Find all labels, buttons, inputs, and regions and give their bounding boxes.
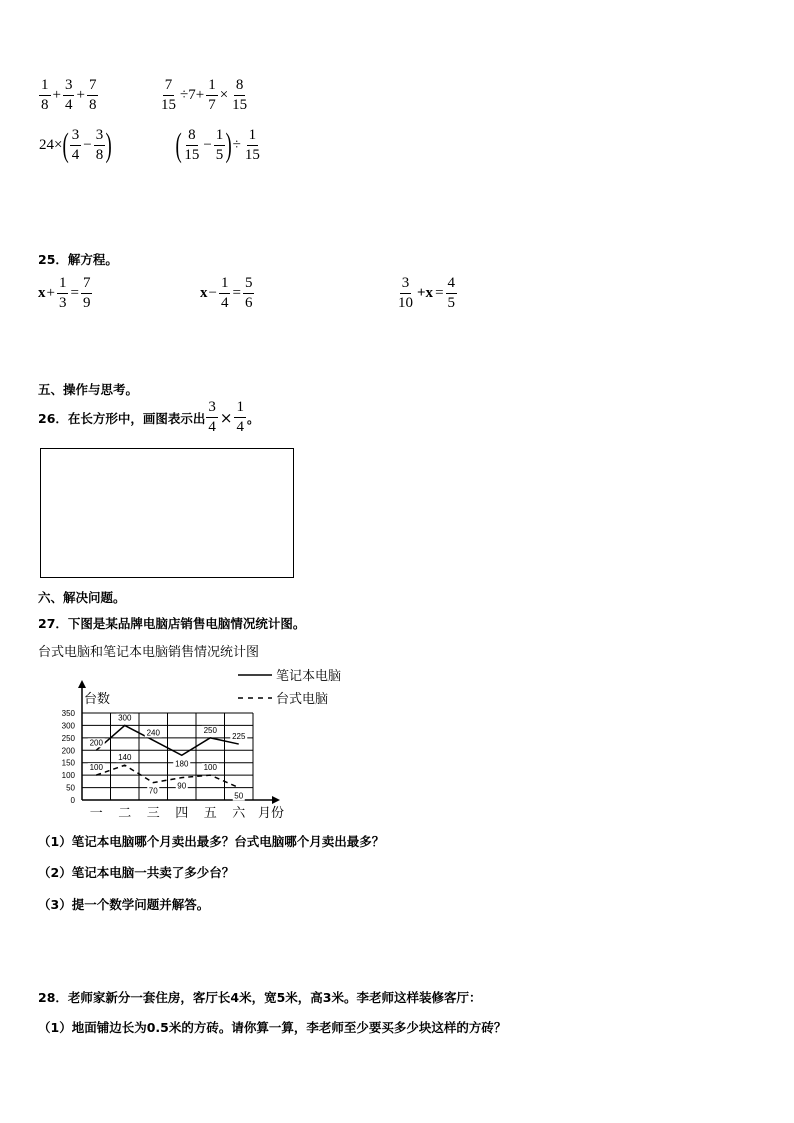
numerator: 3: [63, 78, 75, 96]
denominator: 15: [184, 147, 200, 163]
y-tick-label: 0: [70, 796, 75, 805]
fraction: [219, 276, 231, 311]
denominator: 10: [398, 295, 413, 311]
numerator: 1: [234, 400, 246, 418]
variable: x: [200, 285, 208, 301]
question-27-sub-2: （2）笔记本电脑一共卖了多少台？: [38, 865, 235, 880]
numerator: 5: [243, 276, 255, 294]
fraction: [243, 276, 255, 311]
sales-line-chart: [40, 664, 370, 824]
equation-3: [395, 276, 458, 311]
fraction: [87, 78, 99, 113]
fraction: [214, 128, 226, 163]
operator: ÷7+: [180, 87, 205, 103]
denominator: 7: [208, 97, 216, 113]
denominator: 8: [95, 147, 104, 163]
fraction: [396, 276, 415, 311]
fraction: [206, 400, 218, 435]
denominator: 4: [64, 97, 73, 113]
fraction: [39, 78, 51, 113]
operator: −: [208, 285, 217, 301]
x-axis-label: 月份: [258, 805, 285, 820]
numerator: 1: [214, 128, 226, 146]
numerator: 4: [446, 276, 458, 294]
calc-expression-2: [158, 78, 250, 113]
fraction: [70, 128, 82, 163]
question-28-sub-1: （1）地面铺边长为0.5米的方砖。请你算一算，李老师至少要买多少块这样的方砖？: [38, 1020, 507, 1035]
numerator: 8: [186, 128, 198, 146]
equals-sign: =: [435, 285, 444, 301]
fraction: [159, 78, 178, 113]
y-axis-arrow: [78, 680, 86, 688]
fraction: [182, 128, 201, 163]
y-tick-label: 200: [61, 746, 75, 756]
data-label: 300: [118, 713, 132, 723]
x-tick-label: 五: [203, 805, 217, 820]
denominator: 5: [447, 295, 456, 311]
fraction: [63, 78, 75, 113]
fraction: [446, 276, 458, 311]
operator: +: [46, 285, 55, 301]
operator: −: [83, 137, 92, 153]
x-tick-label: 六: [232, 805, 246, 820]
question-26-text: 26．在长方形中，画图表示出: [38, 410, 206, 426]
x-tick-label: 三: [146, 805, 160, 820]
fraction: [230, 78, 249, 113]
numerator: 1: [39, 78, 51, 96]
denominator: 15: [244, 147, 260, 163]
data-label: 200: [89, 738, 103, 748]
operator: −: [203, 137, 212, 153]
question-26: [38, 400, 260, 435]
x-tick-label: 一: [89, 805, 103, 820]
chart-title: 台式电脑和笔记本电脑销售情况统计图: [38, 645, 260, 660]
numerator: 1: [247, 128, 259, 146]
denominator: 4: [71, 147, 80, 163]
operator: ÷: [232, 137, 241, 153]
numerator: 7: [163, 78, 175, 96]
numerator: 8: [234, 78, 246, 96]
data-label: 100: [203, 763, 217, 773]
y-tick-label: 300: [61, 721, 75, 731]
legend-label: 台式电脑: [276, 691, 329, 706]
fraction: [57, 276, 69, 311]
operator: +: [76, 87, 85, 103]
x-tick-label: 二: [118, 805, 132, 820]
numerator: 3: [400, 276, 412, 294]
operator: ×: [219, 87, 229, 103]
fraction: [94, 128, 106, 163]
denominator: 8: [41, 97, 49, 113]
numerator: 3: [206, 400, 218, 418]
equals-sign: =: [70, 285, 79, 301]
section-5-heading: 五、操作与思考。: [38, 382, 139, 397]
left-paren: (: [63, 126, 70, 164]
y-tick-label: 350: [61, 709, 75, 718]
data-label: 140: [118, 753, 132, 763]
data-label: 225: [232, 732, 246, 742]
numerator: 3: [70, 128, 82, 146]
operator: +x: [417, 285, 434, 301]
data-label: 240: [146, 728, 160, 738]
right-paren: ): [105, 126, 113, 164]
equation-1: [38, 276, 93, 311]
numerator: 1: [57, 276, 69, 294]
question-25-title: 25．解方程。: [38, 252, 118, 267]
denominator: 3: [58, 295, 67, 311]
numerator: 7: [81, 276, 93, 294]
data-label: 50: [234, 791, 244, 801]
question-28-title: 28．老师家新分一套住房，客厅长4米，宽5米，高3米。李老师这样装修客厅：: [38, 990, 482, 1005]
question-27-title: 27．下图是某品牌电脑店销售电脑情况统计图。: [38, 616, 306, 631]
calc-expression-1: [38, 78, 99, 113]
denominator: 5: [215, 147, 224, 163]
denominator: 6: [244, 295, 253, 311]
denominator: 15: [161, 97, 176, 113]
legend-label: 笔记本电脑: [276, 668, 342, 683]
data-label: 90: [177, 781, 187, 791]
operator: +: [52, 87, 61, 103]
data-label: 100: [89, 763, 103, 773]
data-label: 250: [203, 725, 217, 735]
section-6-heading: 六、解决问题。: [38, 590, 126, 605]
question-26-suffix: 。: [246, 410, 260, 426]
denominator: 4: [236, 419, 244, 435]
y-tick-label: 250: [61, 733, 75, 743]
numerator: 3: [94, 128, 106, 146]
x-axis-arrow: [272, 796, 280, 804]
fraction: [81, 276, 93, 311]
calc-expression-4: [176, 128, 263, 163]
operator: 24×: [39, 137, 63, 153]
fraction: [234, 400, 246, 435]
left-paren: (: [175, 126, 182, 164]
x-tick-label: 四: [175, 805, 189, 820]
operator: ×: [219, 408, 233, 427]
denominator: 9: [82, 295, 91, 311]
question-27-sub-3: （3）提一个数学问题并解答。: [38, 897, 210, 912]
numerator: 7: [87, 78, 99, 96]
numerator: 1: [206, 78, 218, 96]
equation-2: [200, 276, 255, 311]
numerator: 1: [219, 276, 231, 294]
denominator: 8: [88, 97, 97, 113]
fraction: [206, 78, 218, 113]
right-paren: ): [225, 126, 233, 164]
equals-sign: =: [232, 285, 241, 301]
y-tick-label: 150: [61, 758, 75, 768]
y-tick-label: 100: [61, 771, 75, 781]
y-axis-label: 台数: [84, 691, 111, 706]
data-label: 180: [175, 759, 189, 769]
y-tick-label: 50: [66, 783, 75, 793]
fraction: [243, 128, 262, 163]
drawing-rectangle[interactable]: [40, 448, 294, 578]
calc-expression-3: [38, 128, 112, 163]
denominator: 4: [208, 419, 216, 435]
variable: x: [38, 285, 46, 301]
question-27-sub-1: （1）笔记本电脑哪个月卖出最多？台式电脑哪个月卖出最多？: [38, 834, 385, 849]
denominator: 15: [232, 97, 248, 113]
data-label: 70: [148, 786, 158, 796]
denominator: 4: [220, 295, 229, 311]
